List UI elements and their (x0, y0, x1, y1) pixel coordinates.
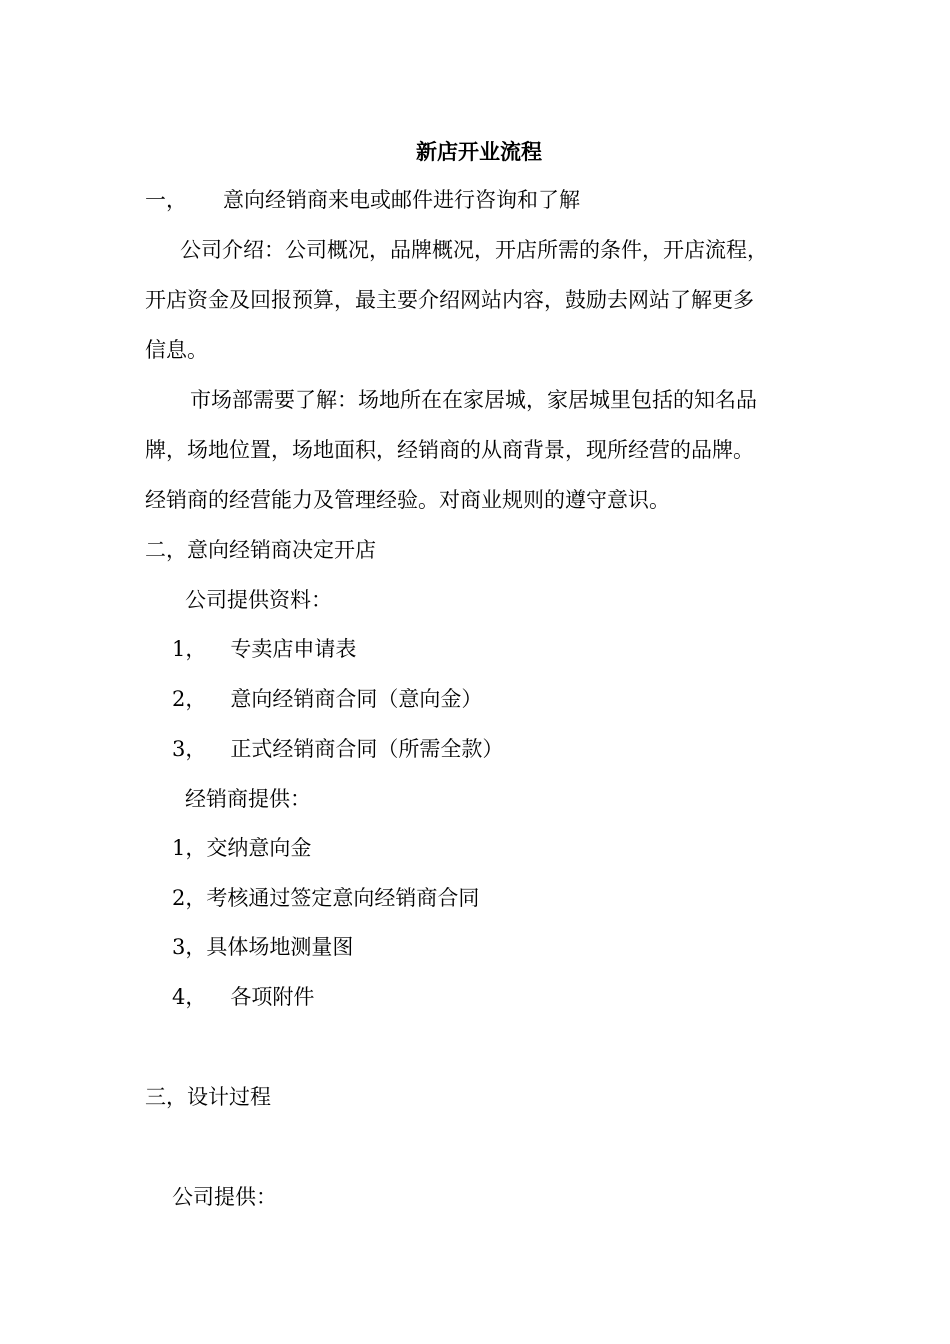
section1-paragraph1-line1: 公司介绍：公司概况，品牌概况，开店所需的条件，开店流程， (180, 238, 768, 262)
section1-paragraph1-line3: 信息。 (145, 338, 208, 362)
company-item-2 (172, 685, 482, 713)
section1-paragraph2-line1: 市场部需要了解：场地所在在家居城，家居城里包括的知名品 (190, 388, 757, 412)
dealer-provides-label: 经销商提供： (185, 787, 311, 811)
section1-heading-text: 意向经销商来电或邮件进行咨询和了解 (223, 188, 580, 212)
section2-heading: 二，意向经销商决定开店 (145, 538, 376, 562)
dealer-item-3: 3，具体场地测量图 (172, 935, 354, 959)
section1-paragraph2-line2: 牌，场地位置，场地面积，经销商的从商背景，现所经营的品牌。 (145, 438, 754, 462)
company-item-number: 1， (172, 637, 207, 661)
dealer-item-text: 各项附件 (230, 985, 315, 1009)
company-item-text: 正式经销商合同（所需全款） (230, 737, 504, 761)
section3-company-provides-label: 公司提供： (172, 1185, 277, 1209)
section1-heading-number: 一， (145, 188, 187, 212)
company-item-text: 专卖店申请表 (230, 637, 357, 661)
company-item-number: 2， (172, 687, 207, 711)
company-item-number: 3， (172, 737, 207, 761)
dealer-item-2: 2，考核通过签定意向经销商合同 (172, 886, 480, 910)
section3-heading: 三，设计过程 (145, 1085, 271, 1109)
dealer-item-number: 4， (172, 985, 207, 1009)
document-title: 新店开业流程 (416, 139, 542, 164)
dealer-item-1: 1，交纳意向金 (172, 836, 312, 860)
company-item-1 (172, 635, 356, 663)
section1-heading (145, 186, 580, 214)
company-item-text: 意向经销商合同（意向金） (230, 687, 483, 711)
company-item-3 (172, 735, 503, 763)
section1-paragraph1-line2: 开店资金及回报预算，最主要介绍网站内容，鼓励去网站了解更多 (145, 288, 754, 312)
company-provides-label: 公司提供资料： (185, 588, 332, 612)
section1-paragraph2-line3: 经销商的经营能力及管理经验。对商业规则的遵守意识。 (145, 488, 670, 512)
dealer-item-4 (172, 983, 314, 1011)
